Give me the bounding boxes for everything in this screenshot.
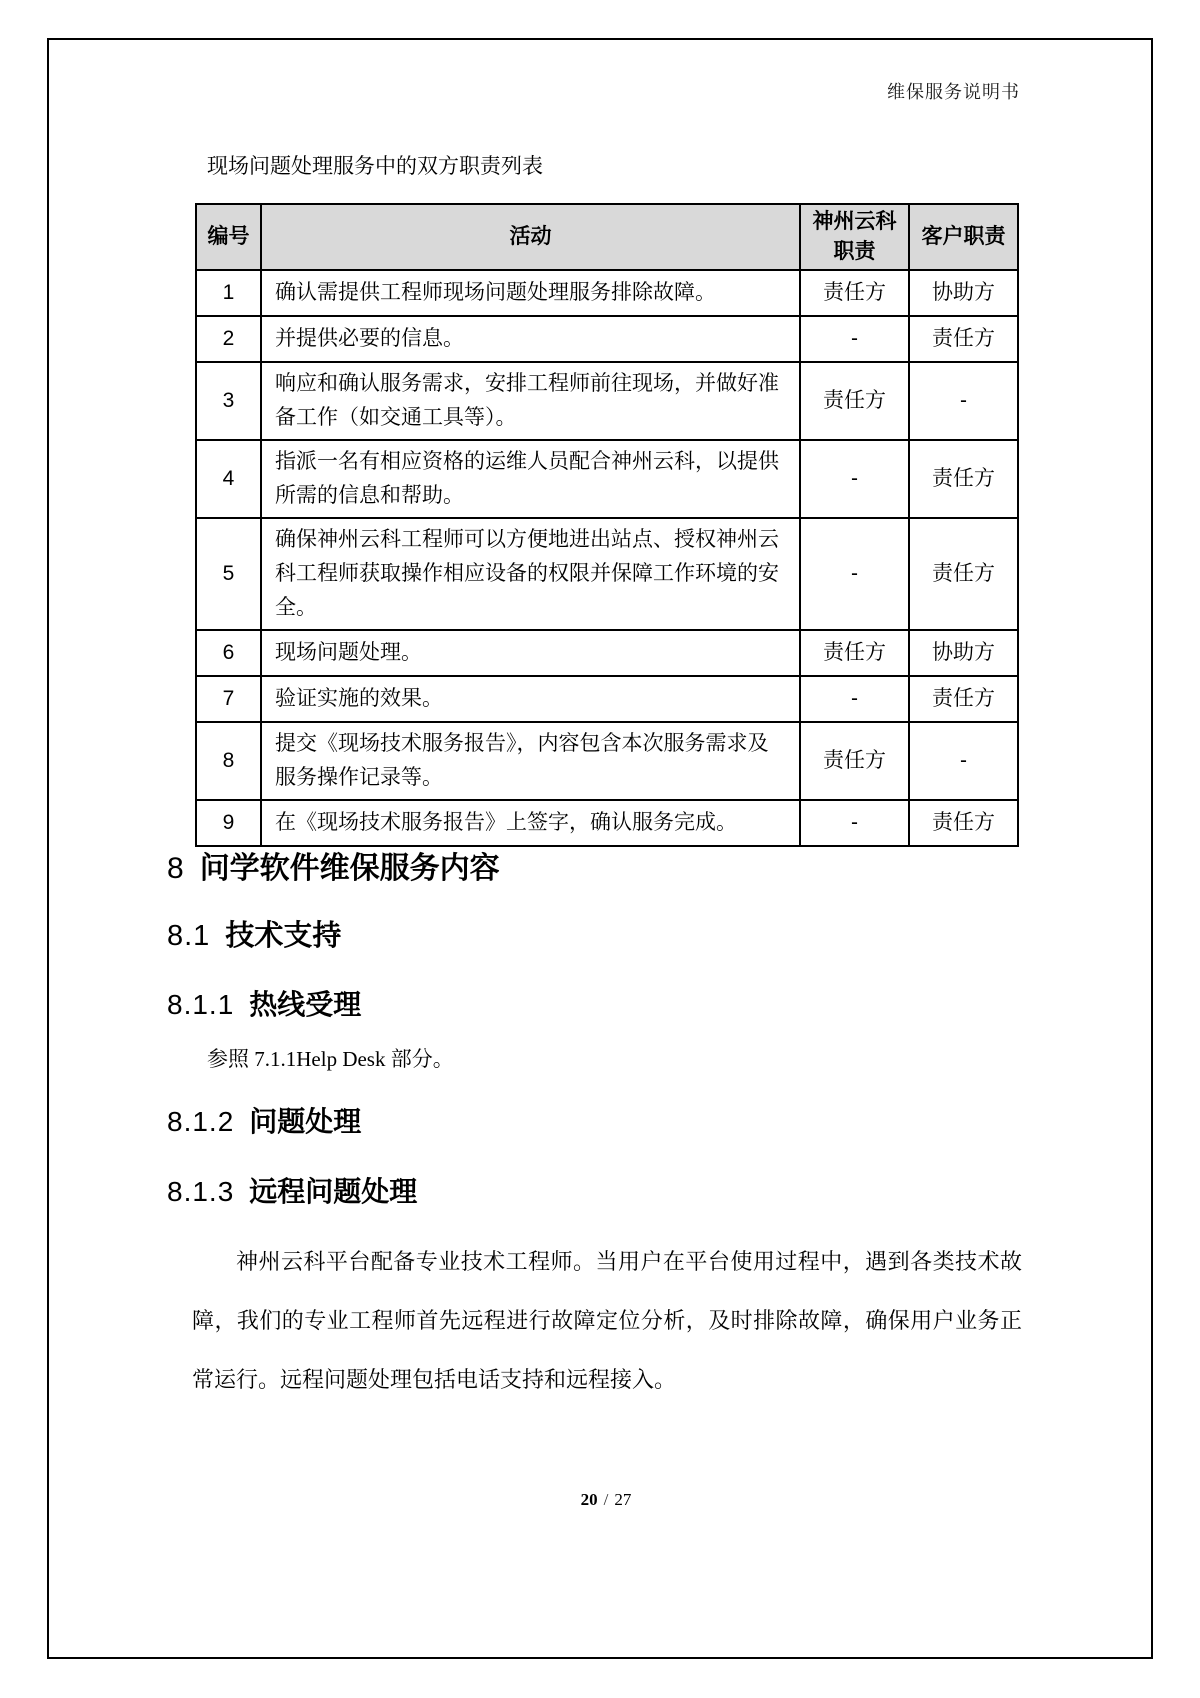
cell-vendor: 责任方 [800,722,909,800]
cell-no: 5 [196,518,261,630]
section-title: 技术支持 [225,920,342,952]
cell-activity: 响应和确认服务需求，安排工程师前往现场，并做好准备工作（如交通工具等）。 [261,362,800,440]
col-header-activity: 活动 [261,204,800,270]
section-heading-8-1 [167,913,341,954]
section-title: 热线受理 [249,989,362,1020]
section-heading-8-1-1 [167,983,361,1023]
section-heading-8-1-2 [167,1100,361,1140]
col-header-customer: 客户职责 [909,204,1018,270]
section-number: 8.1.2 [167,1106,235,1137]
table-row [196,362,1018,440]
cell-no: 3 [196,362,261,440]
responsibility-table [195,203,1019,847]
cell-customer: 责任方 [909,800,1018,846]
cell-no: 6 [196,630,261,676]
cell-activity: 指派一名有相应资格的运维人员配合神州云科，以提供所需的信息和帮助。 [261,440,800,518]
table-row [196,270,1018,316]
section-heading-8 [167,843,500,887]
section-number: 8.1.1 [167,989,235,1020]
table-row [196,316,1018,362]
cell-no: 2 [196,316,261,362]
col-header-vendor-label: 神州云科职责 [812,210,897,263]
body-paragraph: 神州云科平台配备专业技术工程师。当用户在平台使用过程中，遇到各类技术故障，我们的专业工程师首先远程进行故障定位分析，及时排除故障，确保用户业务正常运行。远程问题处理包括电话支持和远程接入。 [192,1249,1022,1392]
table-row [196,630,1018,676]
cell-customer: 责任方 [909,676,1018,722]
cell-customer: 协助方 [909,270,1018,316]
cell-no: 9 [196,800,261,846]
cell-vendor: - [800,676,909,722]
col-header-no: 编号 [196,204,261,270]
table-row [196,800,1018,846]
footer-page-current: 20 [580,1490,598,1509]
cell-no: 4 [196,440,261,518]
footer-separator: / [603,1490,609,1509]
cell-customer: 责任方 [909,518,1018,630]
cell-vendor: 责任方 [800,270,909,316]
document-header-title: 维保服务说明书 [887,82,1020,102]
cell-customer: 协助方 [909,630,1018,676]
section-heading-8-1-3 [167,1170,417,1210]
reference-line: 参照 7.1.1Help Desk 部分。 [207,1047,454,1071]
cell-activity: 确认需提供工程师现场问题处理服务排除故障。 [261,270,800,316]
table-row [196,722,1018,800]
cell-no: 8 [196,722,261,800]
section-number: 8.1.3 [167,1176,235,1207]
cell-activity: 在《现场技术服务报告》上签字，确认服务完成。 [261,800,800,846]
section-title: 问题处理 [249,1106,362,1137]
table-row [196,518,1018,630]
cell-activity: 提交《现场技术服务报告》，内容包含本次服务需求及服务操作记录等。 [261,722,800,800]
cell-no: 1 [196,270,261,316]
cell-vendor: - [800,440,909,518]
cell-vendor: - [800,316,909,362]
cell-vendor: 责任方 [800,362,909,440]
cell-no: 7 [196,676,261,722]
cell-customer: 责任方 [909,440,1018,518]
section-number: 8.1 [167,920,211,952]
table-header-row [196,204,1018,270]
cell-vendor: 责任方 [800,630,909,676]
table-caption: 现场问题处理服务中的双方职责列表 [207,155,543,178]
cell-customer: - [909,722,1018,800]
cell-activity: 现场问题处理。 [261,630,800,676]
section-number: 8 [167,852,185,885]
col-header-vendor [800,204,909,270]
cell-vendor: - [800,518,909,630]
footer-page-total: 27 [614,1490,632,1509]
cell-activity: 并提供必要的信息。 [261,316,800,362]
page-footer [195,1490,1017,1510]
section-title: 远程问题处理 [249,1176,418,1207]
cell-activity: 验证实施的效果。 [261,676,800,722]
cell-vendor: - [800,800,909,846]
table-row [196,676,1018,722]
cell-customer: - [909,362,1018,440]
table-row [196,440,1018,518]
section-title: 问学软件维保服务内容 [199,852,500,885]
cell-activity: 确保神州云科工程师可以方便地进出站点、授权神州云科工程师获取操作相应设备的权限并保障工作环境的安全。 [261,518,800,630]
cell-customer: 责任方 [909,316,1018,362]
